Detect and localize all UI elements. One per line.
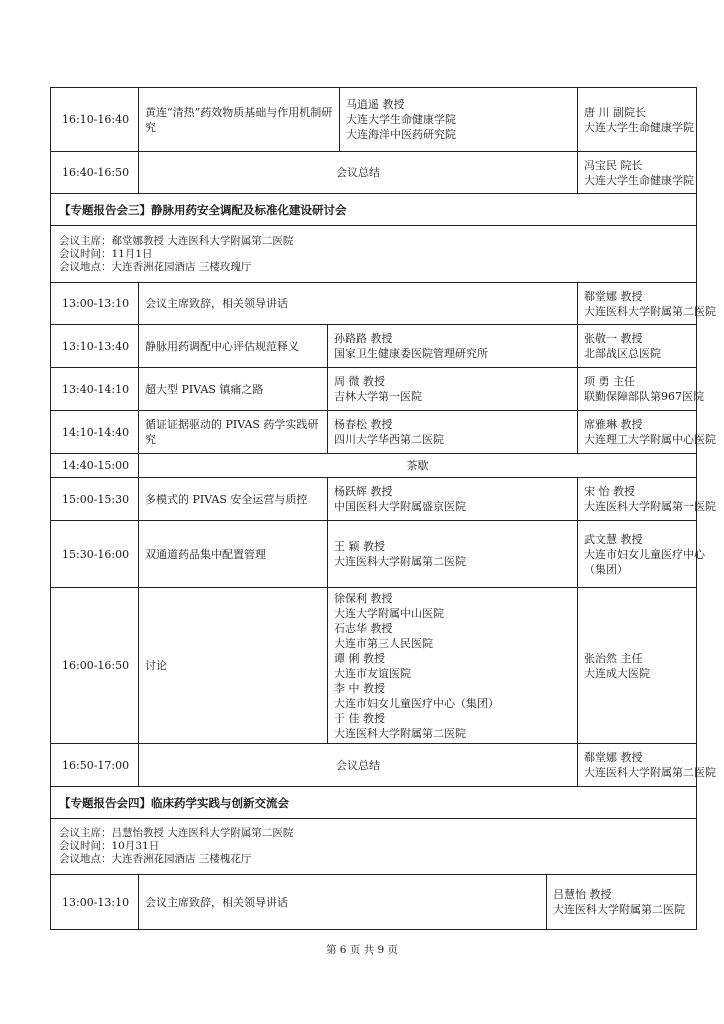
host-cell [577, 88, 696, 151]
schedule-table [50, 87, 716, 930]
speaker-line: 周 微 教授 [334, 375, 385, 388]
speaker-line: 大连大学生命健康学院 [346, 113, 456, 126]
time-cell: 13:00-13:10 [62, 895, 130, 909]
time-cell: 16:50-17:00 [62, 758, 130, 772]
host-line: 项 勇 主任 [584, 375, 635, 388]
host-line: 大连医科大学附属第二医院 [584, 304, 716, 318]
info-venue: 会议地点：大连香洲花园酒店 三楼玫瑰厅 [59, 260, 252, 273]
host-cell [577, 152, 696, 193]
table-row [51, 744, 716, 787]
topic-text: 黄连“清热”药效物质基础与作用机制研究 [145, 105, 333, 134]
host-line: 北部战区总医院 [584, 347, 661, 360]
speaker-line: 大连市第三人民医院 [334, 636, 433, 650]
speaker-line: 大连医科大学附属第二医院 [334, 555, 466, 568]
host-line: 郗堂娜 教授 [584, 289, 643, 303]
info-date: 会议时间：11月1日 [59, 247, 153, 260]
time-cell: 13:40-14:10 [62, 382, 130, 396]
section-title: 【专题报告会三】静脉用药安全调配及标准化建设研讨会 [59, 202, 347, 217]
section-info [59, 819, 688, 874]
topic-cell [138, 325, 327, 367]
time-cell: 14:10-14:40 [62, 425, 130, 439]
host-line: 联勤保障部队第967医院 [584, 390, 704, 403]
topic-cell [138, 588, 327, 743]
page-footer: 第 6 页 共 9 页 [325, 944, 399, 956]
time-cell: 16:10-16:40 [62, 113, 130, 126]
table-row [51, 875, 696, 929]
time-cell: 15:00-15:30 [62, 492, 130, 506]
host-line: 大连理工大学附属中心医院 [584, 433, 716, 446]
speaker-line: 谭 俐 教授 [334, 651, 385, 665]
topic-cell [138, 875, 546, 929]
table-row [51, 368, 704, 411]
info-date: 会议时间：10月31日 [59, 840, 160, 852]
info-chair: 会议主席：郗堂娜教授 大连医科大学附属第二医院 [59, 234, 294, 247]
section-info [59, 226, 688, 282]
topic-cell [138, 283, 577, 324]
speaker-line: 徐保利 教授 [334, 591, 393, 605]
time-cell: 16:00-16:50 [62, 659, 130, 672]
speaker-line: 大连海洋中医药研究院 [346, 128, 456, 141]
table-row [51, 411, 716, 454]
host-line: 大连医科大学附属第二医院 [584, 766, 716, 779]
table-row [51, 521, 705, 588]
merged-cell [138, 744, 577, 786]
speaker-line: 王 颖 教授 [334, 540, 385, 553]
host-line: 大连成大医院 [584, 666, 650, 680]
section-title-row [51, 787, 696, 819]
topic-text: 双通道药品集中配置管理 [145, 547, 266, 561]
host-cell [577, 283, 716, 324]
topic-text: 会议主席致辞，相关领导讲话 [145, 297, 288, 310]
topic-cell [138, 478, 327, 520]
section-info-row [51, 819, 696, 875]
speaker-cell [327, 588, 577, 743]
speaker-line: 杨跃辉 教授 [334, 485, 393, 498]
topic-cell [138, 521, 327, 587]
host-line: 大连医科大学附属第一医院 [584, 500, 716, 513]
speaker-line: 大连市友谊医院 [334, 666, 411, 680]
host-line: 冯宝民 院长 [584, 158, 643, 172]
host-line: （集团） [584, 562, 628, 576]
host-cell [577, 521, 705, 587]
host-cell [577, 588, 696, 743]
section-title: 【专题报告会四】临床药学实践与创新交流会 [59, 795, 289, 810]
time-cell: 14:40-15:00 [62, 459, 130, 472]
host-line: 唐 川 副院长 [584, 105, 646, 119]
speaker-line: 大连大学附属中山医院 [334, 606, 444, 620]
host-line: 郗堂娜 教授 [584, 751, 643, 764]
speaker-line: 大连市妇女儿童医疗中心（集团） [334, 696, 499, 710]
speaker-cell [327, 368, 577, 410]
topic-cell [138, 368, 327, 410]
host-line: 张治然 主任 [584, 651, 643, 665]
speaker-line: 李 中 教授 [334, 681, 385, 695]
host-line: 大连大学生命健康学院 [584, 120, 694, 134]
speaker-cell [339, 88, 577, 151]
host-cell [577, 325, 696, 367]
speaker-line: 中国医科大学附属盛京医院 [334, 500, 466, 513]
host-line: 宋 怡 教授 [584, 485, 635, 498]
topic-text: 超大型 PIVAS 镇痛之路 [145, 382, 264, 396]
speaker-line: 吉林大学第一医院 [334, 390, 422, 403]
speaker-line: 于 佳 教授 [334, 711, 385, 725]
table-row [51, 325, 696, 368]
table-row [51, 588, 696, 744]
topic-text: 多模式的 PIVAS 安全运营与质控 [145, 492, 308, 506]
speaker-line: 大连医科大学附属第二医院 [334, 726, 466, 740]
topic-text: 会议主席致辞，相关领导讲话 [145, 895, 288, 909]
merged-cell [138, 152, 577, 193]
host-line: 张敬一 教授 [584, 332, 643, 345]
host-cell [577, 478, 716, 520]
host-cell [577, 744, 716, 786]
time-cell: 16:40-16:50 [62, 166, 130, 179]
summary-label: 会议总结 [336, 758, 380, 772]
table-row [51, 152, 696, 194]
host-cell [546, 875, 696, 929]
topic-text: 讨论 [145, 659, 167, 672]
table-row [51, 88, 696, 152]
break-label: 茶歇 [406, 459, 429, 472]
section-title-row [51, 194, 696, 226]
time-cell: 15:30-16:00 [62, 547, 130, 561]
table-row [51, 283, 716, 325]
host-line: 大连大学生命健康学院 [584, 173, 694, 187]
topic-cell [138, 88, 339, 151]
speaker-line: 孙路路 教授 [334, 332, 393, 345]
section-info-row [51, 226, 696, 283]
time-cell: 13:10-13:40 [62, 339, 130, 353]
host-line: 武文慧 教授 [584, 532, 643, 546]
host-cell [577, 368, 704, 410]
table-row [51, 454, 696, 478]
topic-text: 循证证据驱动的 PIVAS 药学实践研究 [145, 418, 319, 446]
info-chair: 会议主席：吕慧怡教授 大连医科大学附属第二医院 [59, 827, 294, 839]
speaker-cell [327, 411, 577, 453]
table-row [51, 478, 716, 521]
time-cell: 13:00-13:10 [62, 297, 130, 310]
speaker-line: 四川大学华西第二医院 [334, 433, 444, 446]
topic-cell [138, 411, 327, 453]
speaker-line: 马逍遥 教授 [346, 98, 405, 111]
host-cell [577, 411, 716, 453]
speaker-cell [327, 325, 577, 367]
host-line: 席雅琳 教授 [584, 418, 643, 431]
merged-cell [138, 454, 696, 477]
summary-label: 会议总结 [336, 166, 380, 179]
host-line: 大连市妇女儿童医疗中心 [584, 547, 705, 561]
info-venue: 会议地点：大连香洲花园酒店 三楼槐花厅 [59, 853, 252, 865]
speaker-line: 国家卫生健康委医院管理研究所 [334, 347, 488, 360]
speaker-cell [327, 478, 577, 520]
speaker-cell [327, 521, 577, 587]
speaker-line: 石志华 教授 [334, 621, 393, 635]
topic-text: 静脉用药调配中心评估规范释义 [145, 339, 299, 353]
speaker-line: 杨春松 教授 [334, 418, 393, 431]
host-line: 吕慧怡 教授 [553, 888, 612, 901]
host-line: 大连医科大学附属第二医院 [553, 903, 685, 916]
